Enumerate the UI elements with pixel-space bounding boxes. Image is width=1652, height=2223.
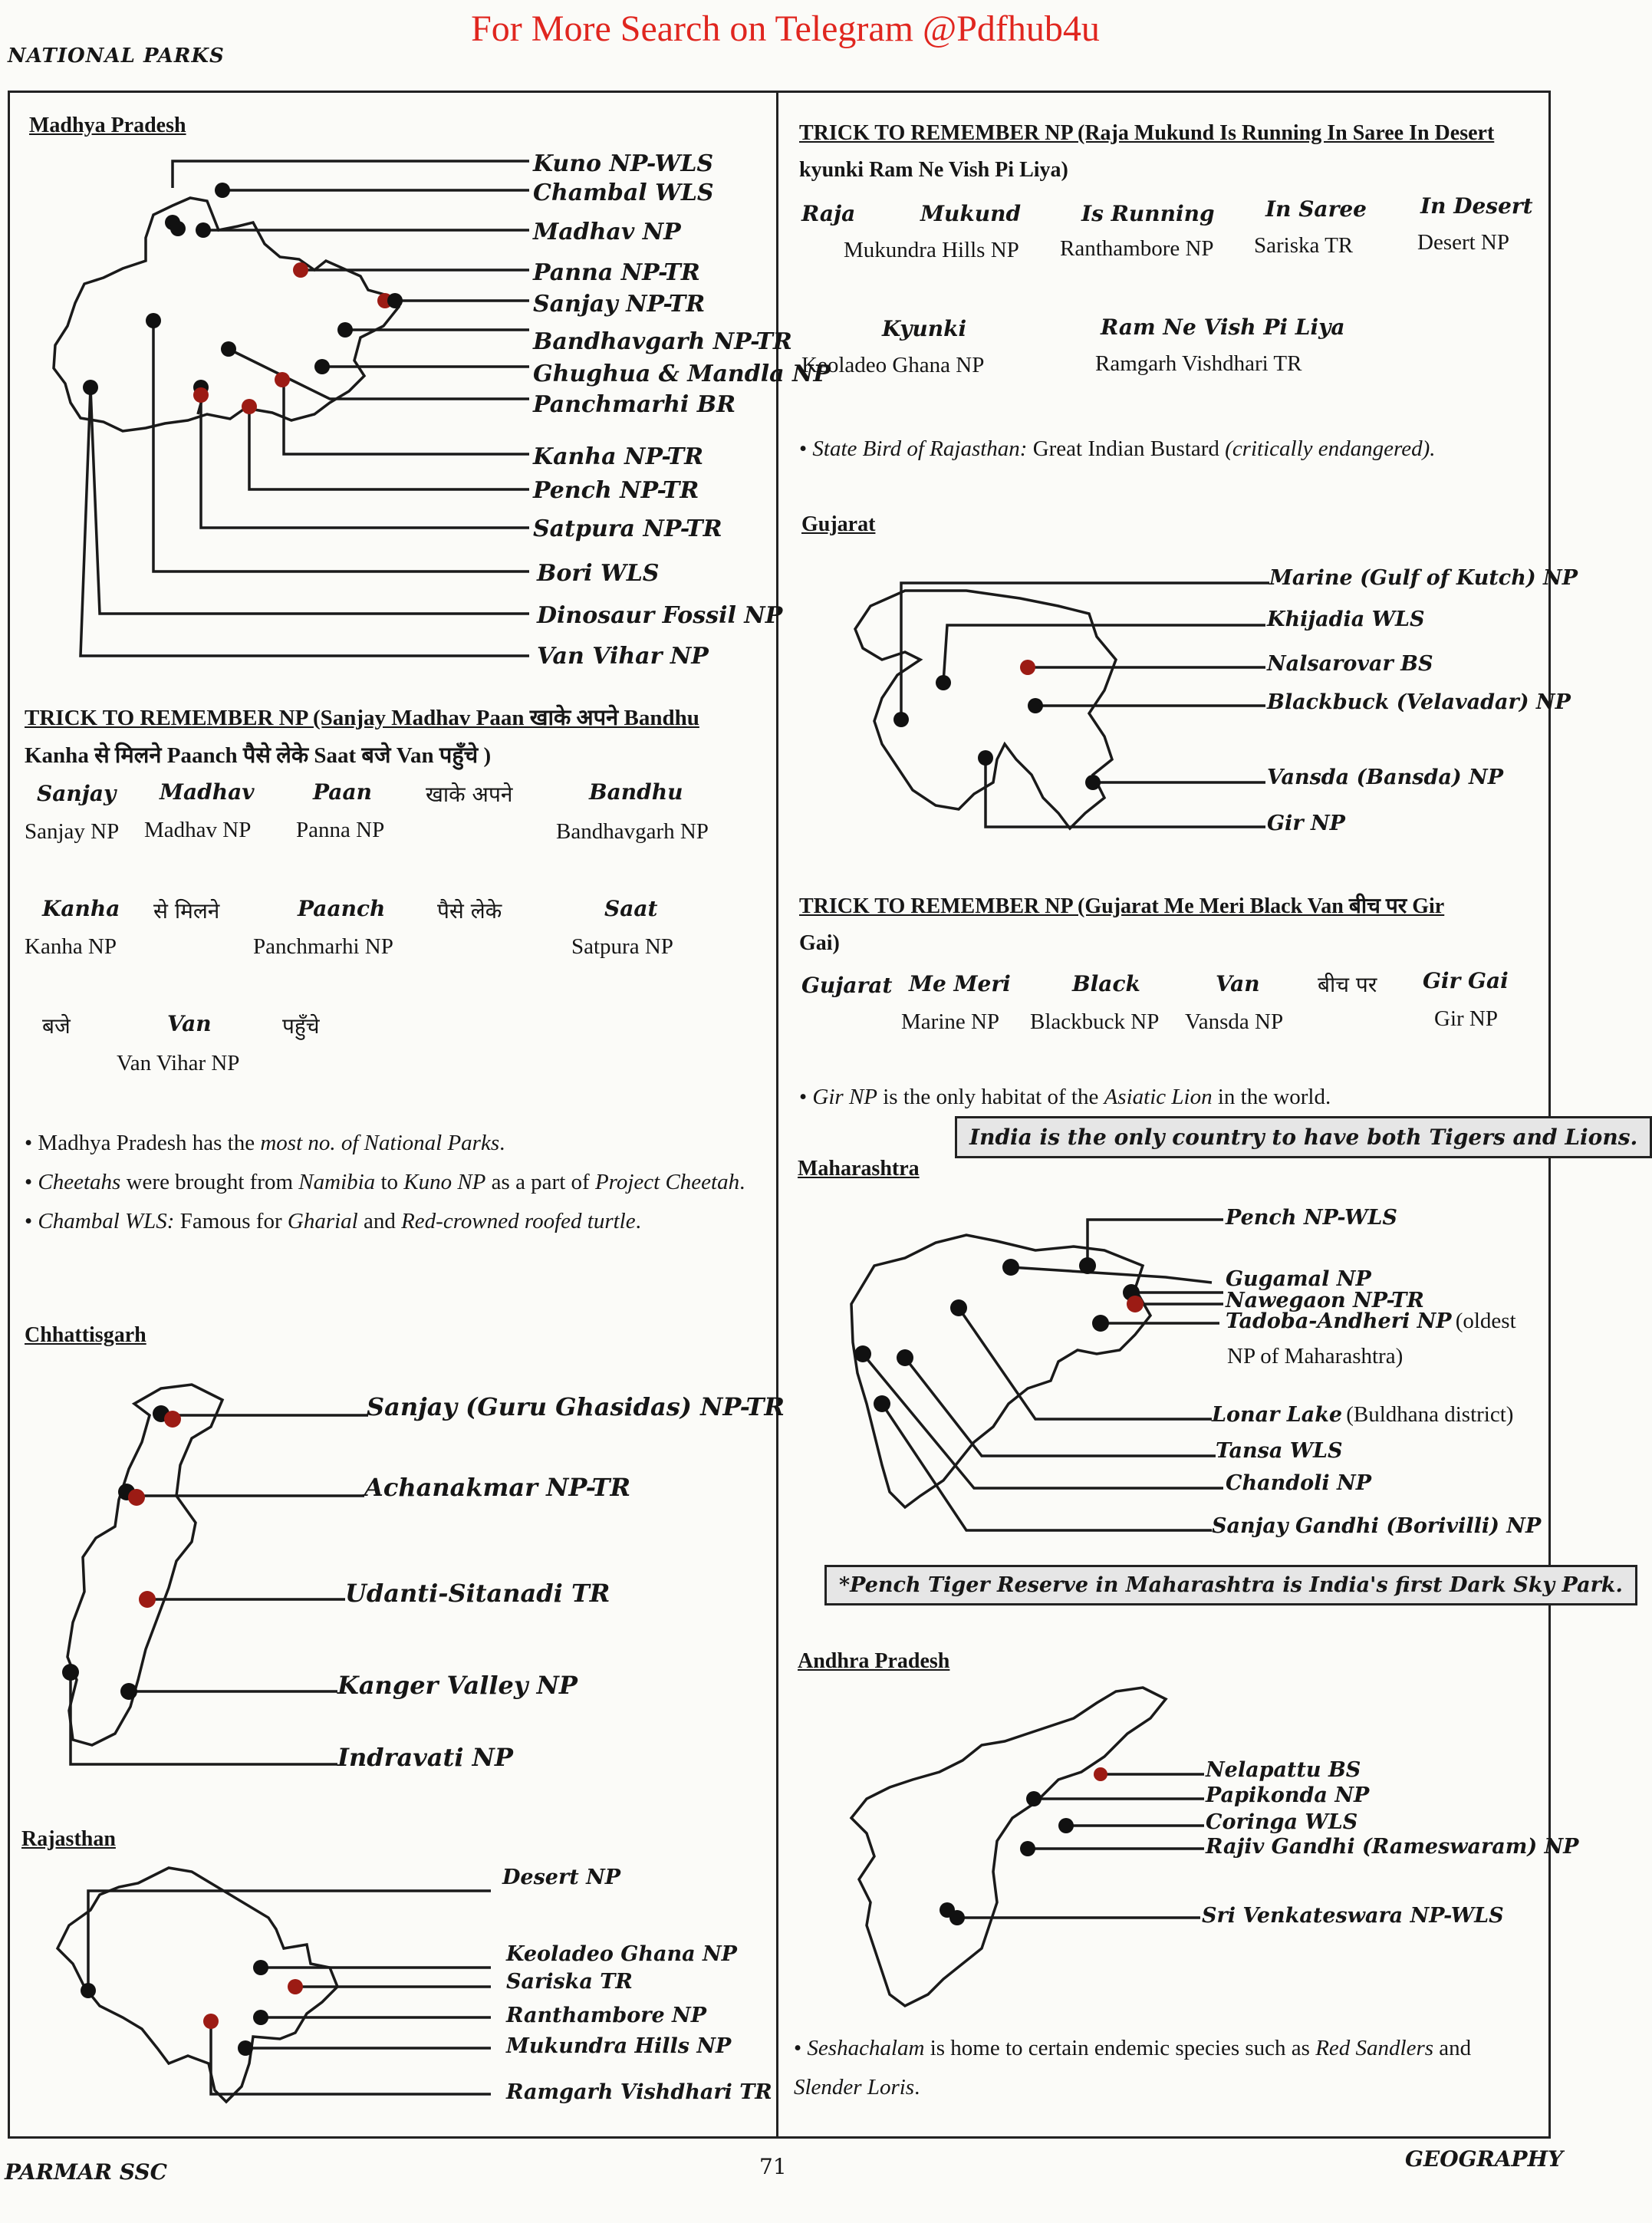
mnemonic-key: Gujarat [801, 973, 893, 998]
rj-label: Desert NP [502, 1866, 621, 1889]
mnemonic-value: Gir NP [1434, 1006, 1498, 1031]
mp-title: Madhya Pradesh [29, 114, 186, 137]
mnemonic-key: Sanjay [37, 781, 117, 806]
mh-note: (oldest [1455, 1309, 1516, 1333]
rj-label: Sariska TR [506, 1970, 633, 1994]
mh-highlight-box: *Pench Tiger Reserve in Maharashtra is India's first Dark Sky Park. [824, 1565, 1637, 1606]
telegram-banner: For More Search on Telegram @Pdfhub4u [471, 8, 1100, 49]
mnemonic-key: Black [1072, 971, 1140, 996]
rj-label: Mukundra Hills NP [506, 2034, 732, 2058]
mnemonic-key: से मिलने [153, 898, 220, 924]
mnemonic-key: बजे [42, 1013, 71, 1039]
ap-label: Coringa WLS [1206, 1810, 1358, 1834]
mh-label: Chandoli NP [1226, 1471, 1372, 1495]
mp-label: Van Vihar NP [537, 643, 709, 670]
mnemonic-key: Kyunki [882, 316, 967, 341]
mnemonic-value: Marine NP [901, 1009, 1000, 1034]
trick-heading: TRICK TO REMEMBER NP (Gujarat Me Meri Black Van बीच पर Gir [799, 894, 1445, 918]
ap-map [851, 1688, 1204, 2006]
gj-label: Vansda (Bansda) NP [1267, 766, 1504, 789]
mp-label: Dinosaur Fossil NP [537, 602, 783, 629]
mh-map [851, 1220, 1223, 1530]
gj-label: Gir NP [1267, 812, 1345, 835]
ap-label: Nelapattu BS [1206, 1758, 1361, 1782]
bullet-item: • Chambal WLS: Famous for Gharial and Red-crowned roofed turtle. [25, 1208, 641, 1233]
mh-label: Gugamal NP [1226, 1267, 1371, 1291]
mnemonic-value: Van Vihar NP [117, 1051, 240, 1075]
trick-line: Kanha से मिलने Paanch पैसे लेके Saat बजे Van पहुँचे ) [25, 743, 492, 769]
trick-line: kyunki Ram Ne Vish Pi Liya) [799, 157, 1068, 182]
mh-label: Sanjay Gandhi (Borivilli) NP [1212, 1514, 1542, 1538]
mnemonic-key: खाके अपने [426, 782, 513, 807]
footer-subject: GEOGRAPHY [1405, 2146, 1564, 2172]
mp-label: Satpura NP-TR [533, 515, 722, 542]
mh-label: Nawegaon NP-TR [1226, 1289, 1424, 1312]
gj-label: Khijadia WLS [1267, 608, 1425, 631]
mh-note: NP of Maharashtra) [1227, 1344, 1404, 1368]
mnemonic-key: Raja [801, 201, 856, 226]
mp-label: Sanjay NP-TR [533, 291, 706, 318]
gj-label: Blackbuck (Velavadar) NP [1267, 690, 1571, 714]
mh-label: Pench NP-WLS [1226, 1206, 1397, 1230]
mp-label: Bori WLS [537, 560, 660, 587]
mnemonic-value: Vansda NP [1185, 1009, 1284, 1034]
cg-label: Udanti-Sitanadi TR [345, 1579, 610, 1608]
mnemonic-value: Desert NP [1417, 230, 1510, 255]
mnemonic-value: Madhav NP [144, 818, 252, 842]
mnemonic-value: Ranthambore NP [1060, 236, 1214, 261]
mnemonic-key: In Saree [1265, 196, 1367, 222]
mnemonic-key: Kanha [42, 896, 120, 921]
mp-trick [25, 700, 761, 776]
mh-label: Lonar Lake [1212, 1403, 1343, 1427]
cg-label: Kanger Valley NP [337, 1671, 578, 1700]
mp-label: Pench NP-TR [533, 477, 699, 504]
footer-brand: PARMAR SSC [5, 2159, 167, 2185]
mp-label: Ghughua & Mandla NP [533, 361, 831, 387]
mnemonic-key: Paan [313, 779, 372, 805]
mp-label: Kanha NP-TR [533, 443, 704, 470]
ap-label: Rajiv Gandhi (Rameswaram) NP [1206, 1835, 1579, 1859]
mnemonic-key: Van [1216, 971, 1260, 996]
mnemonic-key: Mukund [920, 201, 1022, 226]
rj-label: Ranthambore NP [506, 2004, 707, 2027]
ap-label: Papikonda NP [1206, 1783, 1370, 1807]
rj-map [58, 1868, 491, 2102]
rj-label: Keoladeo Ghana NP [506, 1942, 737, 1966]
cg-label: Indravati NP [337, 1743, 513, 1772]
mnemonic-value: Panna NP [296, 818, 385, 842]
mnemonic-key: Madhav [160, 779, 255, 805]
gj-bullet: • Gir NP is the only habitat of the Asiatic Lion in the world. [799, 1085, 1331, 1109]
cg-title: Chhattisgarh [25, 1323, 146, 1347]
mnemonic-key: Paanch [298, 896, 386, 921]
trick-heading: TRICK TO REMEMBER NP (Sanjay Madhav Paan खाके अपने Bandhu [25, 706, 699, 730]
running-header: NATIONAL PARKS [8, 44, 225, 68]
gj-title: Gujarat [801, 512, 876, 536]
bullet-item: • Madhya Pradesh has the most no. of National Parks. [25, 1131, 505, 1155]
mp-bullets [25, 1124, 761, 1240]
mnemonic-key: Is Running [1081, 201, 1215, 226]
mnemonic-key: In Desert [1420, 193, 1533, 219]
mnemonic-key: पैसे लेके [437, 898, 502, 924]
gj-label: Nalsarovar BS [1267, 652, 1433, 676]
mp-label: Panchmarhi BR [533, 391, 736, 418]
mp-label: Madhav NP [533, 219, 681, 245]
rj-trick [799, 115, 1535, 188]
gj-highlight-box: India is the only country to have both Tigers and Lions. [955, 1116, 1652, 1158]
mnemonic-value: Mukundra Hills NP [844, 238, 1019, 262]
mnemonic-key: Gir Gai [1423, 968, 1509, 993]
mh-note: (Buldhana district) [1346, 1402, 1514, 1427]
mnemonic-value: Sariska TR [1254, 233, 1354, 258]
mnemonic-key: Van [167, 1011, 212, 1036]
gj-label: Marine (Gulf of Kutch) NP [1269, 566, 1578, 590]
trick-line: Gai) [799, 930, 840, 955]
mnemonic-key: Saat [604, 896, 658, 921]
mh-tadoba-row [1226, 1309, 1516, 1334]
mnemonic-value: Panchmarhi NP [253, 934, 393, 959]
mnemonic-value: Bandhavgarh NP [556, 819, 709, 844]
mnemonic-key: Me Meri [909, 971, 1011, 996]
mh-lonar-row [1212, 1402, 1513, 1428]
rj-label: Ramgarh Vishdhari TR [506, 2080, 772, 2104]
ap-title: Andhra Pradesh [798, 1649, 950, 1673]
gj-map [855, 583, 1269, 828]
mp-map [54, 161, 529, 656]
cg-map [62, 1385, 368, 1764]
trick-heading: TRICK TO REMEMBER NP (Raja Mukund Is Running In Saree In Desert [799, 121, 1495, 145]
mnemonic-key: बीच पर [1318, 972, 1377, 997]
gj-trick [799, 888, 1535, 961]
mnemonic-key: Bandhu [589, 779, 683, 805]
mh-label: Tansa WLS [1216, 1439, 1343, 1463]
mnemonic-value: Satpura NP [571, 934, 673, 959]
mnemonic-key: पहुँचे [282, 1013, 320, 1039]
mp-label: Panna NP-TR [533, 259, 700, 286]
mnemonic-value: Sanjay NP [25, 819, 120, 844]
mnemonic-key: Ram Ne Vish Pi Liya [1101, 315, 1345, 340]
cg-label: Achanakmar NP-TR [364, 1473, 631, 1502]
ap-bullet: • Seshachalam is home to certain endemic species such as Red Sandlers and Slender Loris. [794, 2036, 1472, 2100]
page-number: 71 [759, 2154, 787, 2179]
mp-label: Bandhavgarh NP-TR [533, 328, 792, 355]
ap-label: Sri Venkateswara NP-WLS [1202, 1904, 1504, 1928]
cg-label: Sanjay (Guru Ghasidas) NP-TR [367, 1392, 785, 1421]
mnemonic-value: Blackbuck NP [1030, 1009, 1160, 1034]
mnemonic-value: Keoladeo Ghana NP [801, 353, 985, 377]
mh-title: Maharashtra [798, 1157, 920, 1181]
mnemonic-value: Kanha NP [25, 934, 117, 959]
mh-label: Tadoba-Andheri NP [1226, 1309, 1452, 1333]
rj-title: Rajasthan [21, 1827, 116, 1851]
mp-label: Kuno NP-WLS [533, 150, 714, 177]
rj-bullet: • State Bird of Rajasthan: Great Indian Bustard (critically endangered). [799, 436, 1436, 461]
bullet-item: • Cheetahs were brought from Namibia to Kuno NP as a part of Project Cheetah. [25, 1169, 745, 1194]
mnemonic-value: Ramgarh Vishdhari TR [1095, 351, 1302, 376]
mp-label: Chambal WLS [533, 179, 714, 206]
